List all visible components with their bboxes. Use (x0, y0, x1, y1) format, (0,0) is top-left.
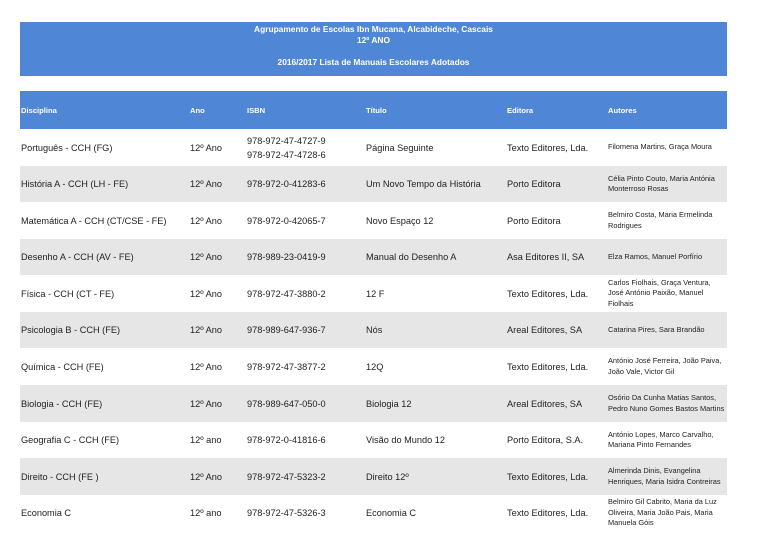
list-title: 2016/2017 Lista de Manuais Escolares Adotados (277, 57, 470, 67)
disciplina-cell: Biologia - CCH (FE) (21, 398, 103, 409)
column-header-autores: Autores (608, 106, 637, 115)
isbn-cell (247, 202, 326, 239)
autores-cell: Elza Ramos, Manuel Porfírio (608, 251, 703, 261)
isbn-value: 978-989-647-936-7 (247, 325, 326, 335)
disciplina-cell: Física - CCH (CT - FE) (21, 288, 115, 299)
isbn-value: 978-989-647-050-0 (247, 398, 326, 409)
table-row (20, 312, 727, 348)
isbn-value: 978-972-47-3880-2 (247, 288, 326, 299)
column-header-editora: Editora (507, 106, 534, 115)
disciplina-cell: Desenho A - CCH (AV - FE) (21, 252, 134, 262)
isbn-cell (247, 458, 326, 495)
editora-cell: Porto Editora (507, 179, 561, 189)
ano-cell: 12º Ano (190, 325, 222, 335)
editora-cell: Porto Editora, S.A. (507, 435, 584, 445)
isbn-value: 978-989-23-0419-9 (247, 252, 326, 262)
isbn-cell (247, 239, 326, 275)
titulo-cell: 12 F (366, 288, 385, 299)
ano-cell: 12º Ano (190, 471, 222, 482)
table-row (20, 458, 727, 495)
ano-cell: 12º Ano (190, 398, 222, 409)
autores-cell: Catarina Pires, Sara Brandão (608, 324, 705, 334)
isbn-value: 978-972-0-41283-6 (247, 179, 326, 189)
table-row (20, 239, 727, 275)
editora-cell: Areal Editores, SA (507, 325, 583, 335)
isbn-cell (247, 495, 326, 531)
editora-cell: Asa Editores II, SA (507, 252, 585, 262)
titulo-cell: Biologia 12 (366, 398, 412, 409)
editora-cell: Texto Editores, Lda. (507, 508, 589, 518)
ano-cell: 12º Ano (190, 252, 222, 262)
disciplina-cell: Química - CCH (FE) (21, 361, 104, 372)
table-row (20, 422, 727, 458)
ano-cell: 12º Ano (190, 142, 222, 153)
ano-cell: 12º ano (190, 508, 222, 518)
table-row (20, 348, 727, 385)
editora-cell: Texto Editores, Lda. (507, 361, 589, 372)
table-body (20, 129, 727, 531)
titulo-cell: Novo Espaço 12 (366, 215, 434, 226)
disciplina-cell: Geografia C - CCH (FE) (21, 435, 120, 445)
isbn-cell (247, 166, 326, 202)
editora-cell: Texto Editores, Lda. (507, 142, 589, 153)
editora-cell: Texto Editores, Lda. (507, 288, 589, 299)
autores-cell: Belmiro Costa, Maria Ermelinda Rodrigues (608, 210, 713, 230)
titulo-cell: Direito 12º (366, 471, 409, 482)
header-banner (20, 22, 727, 76)
table-header (20, 91, 727, 129)
autores-cell: António Lopes, Marco Carvalho, Mariana Pinto Fernandes (608, 429, 714, 449)
titulo-cell: Nós (366, 325, 383, 335)
isbn-value: 978-972-0-41816-6 (247, 435, 326, 445)
school-name: Agrupamento de Escolas Ibn Mucana, Alcabideche, Cascais (254, 24, 493, 34)
ano-cell: 12º ano (190, 435, 222, 445)
table-row (20, 495, 727, 531)
disciplina-cell: Português - CCH (FG) (21, 142, 113, 153)
disciplina-cell: Economia C (21, 508, 72, 518)
ano-cell: 12º Ano (190, 361, 222, 372)
autores-cell: Belmiro Gil Cabrito, Maria da Luz Oliveira, Maria João Pais, Maria Manuela Góis (608, 497, 717, 528)
table-row (20, 385, 727, 422)
isbn-cell (247, 422, 326, 458)
isbn-cell (247, 312, 326, 348)
titulo-cell: 12Q (366, 361, 384, 372)
isbn-value: 978-972-47-5323-2 (247, 471, 326, 482)
titulo-cell: Economia C (366, 508, 417, 518)
ano-cell: 12º Ano (190, 179, 222, 189)
editora-cell: Areal Editores, SA (507, 398, 583, 409)
table-row (20, 202, 727, 239)
grade-label: 12º ANO (356, 35, 390, 45)
isbn-cell (247, 348, 326, 385)
isbn-value: 978-972-47-4728-6 (247, 149, 326, 160)
autores-cell: Filomena Martins, Graça Moura (608, 142, 712, 152)
titulo-cell: Um Novo Tempo da História (366, 179, 481, 189)
isbn-cell (247, 129, 326, 166)
autores-cell: António José Ferreira, João Paiva, João Vale, Victor Gil (608, 356, 722, 376)
disciplina-cell: Psicologia B - CCH (FE) (21, 325, 121, 335)
isbn-value: 978-972-47-4727-9 (247, 135, 326, 146)
column-header-ano: Ano (190, 106, 205, 115)
table-row (20, 275, 727, 312)
autores-cell: Osório Da Cunha Matias Santos, Pedro Nuno Gomes Bastos Martins (608, 393, 725, 413)
autores-cell: Célia Pinto Couto, Maria Antónia Monterroso Rosas (608, 173, 715, 193)
table-row (20, 129, 727, 166)
isbn-value: 978-972-0-42065-7 (247, 215, 326, 226)
disciplina-cell: História A - CCH (LH - FE) (21, 179, 129, 189)
disciplina-cell: Direito - CCH (FE ) (21, 471, 99, 482)
isbn-cell (247, 275, 326, 312)
ano-cell: 12º Ano (190, 215, 222, 226)
titulo-cell: Manual do Desenho A (366, 252, 457, 262)
editora-cell: Porto Editora (507, 215, 561, 226)
banner-spacer (20, 46, 727, 57)
ano-cell: 12º Ano (190, 288, 222, 299)
column-header-disciplina: Disciplina (21, 106, 57, 115)
disciplina-cell: Matemática A - CCH (CT/CSE - FE) (21, 215, 167, 226)
editora-cell: Texto Editores, Lda. (507, 471, 589, 482)
autores-cell: Carlos Fiolhais, Graça Ventura, José António Paixão, Manuel Fiolhais (608, 277, 711, 308)
column-header-titulo: Título (366, 106, 387, 115)
isbn-value: 978-972-47-5326-3 (247, 508, 326, 518)
isbn-cell (247, 385, 326, 422)
titulo-cell: Página Seguinte (366, 142, 434, 153)
autores-cell: Almerinda Dinis, Evangelina Henriques, Maria Isidra Contreiras (608, 466, 721, 486)
titulo-cell: Visão do Mundo 12 (366, 435, 446, 445)
isbn-value: 978-972-47-3877-2 (247, 361, 326, 372)
column-header-isbn: ISBN (247, 106, 266, 115)
table-row (20, 166, 727, 202)
